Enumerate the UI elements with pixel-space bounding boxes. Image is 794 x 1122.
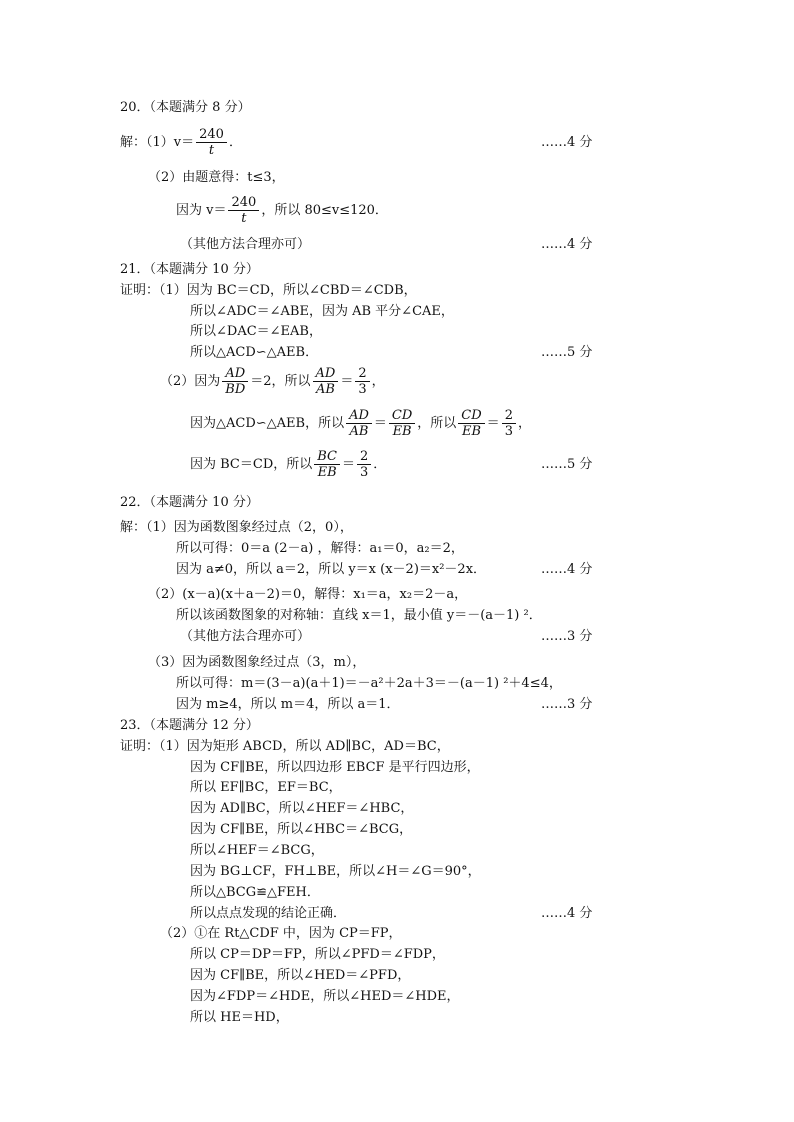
q21-p1-line4: 所以△ACD∽△AEB． <box>190 345 319 360</box>
q21-p2b-frac3-den: EB <box>461 424 481 439</box>
q21-p2b-frac1-num: AD <box>346 408 372 424</box>
q21-p2c-frac2 <box>357 449 371 480</box>
q22-p3-line1: （3）因为函数图象经过点（3，m）， <box>148 655 366 670</box>
q21-p2b-frac1-den: AB <box>349 424 369 439</box>
q20-header: 20．（本题满分 8 分） <box>120 100 251 115</box>
q23-p1-line1: 证明：（1）因为矩形 ABCD，所以 AD∥BC，AD＝BC， <box>120 739 450 754</box>
q21-p2b-prefix: 因为△ACD∽△AEB，所以 <box>190 416 345 431</box>
q21-p2-line2 <box>190 407 531 441</box>
q20-p2-fraction <box>228 195 259 226</box>
q22-p2-line1: （2）(x－a)(x＋a－2)＝0，解得：x₁＝a，x₂＝2－a， <box>148 587 468 602</box>
q20-p1-numerator: 240 <box>196 127 227 143</box>
q21-p2b-frac4 <box>502 408 516 439</box>
q20-note: （其他方法合理亦可） <box>180 237 311 252</box>
q21-p1-line3: 所以∠DAC＝∠EAB， <box>190 324 322 339</box>
q21-header: 21．（本题满分 10 分） <box>120 262 259 277</box>
q21-p2c-prefix: 因为 BC＝CD，所以 <box>190 457 313 472</box>
q21-p2b-mid: ，所以 <box>417 416 457 431</box>
q22-p3-line2: 所以可得：m＝(3－a)(a＋1)＝－a²＋2a＋3＝－(a－1) ²＋4≤4， <box>176 676 562 691</box>
q21-p2b-frac1 <box>346 408 372 439</box>
q20-p2-denominator: t <box>241 211 247 226</box>
q23-p1-line3: 所以 EF∥BC，EF＝BC， <box>190 780 342 795</box>
q23-p2-line1: （2）①在 Rt△CDF 中，因为 CP＝FP， <box>160 926 402 941</box>
q21-p2c-frac2-den: 3 <box>360 465 369 480</box>
q23-header: 23．（本题满分 12 分） <box>120 718 259 733</box>
q21-p2-line3 <box>190 448 386 482</box>
q23-p2-line2: 所以 CP＝DP＝FP，所以∠PFD＝∠FDP， <box>190 947 445 962</box>
q22-p2-note: （其他方法合理亦可） <box>180 629 311 644</box>
q21-p2-score: ……5 分 <box>541 457 593 472</box>
q21-p2c-frac2-num: 2 <box>357 449 371 465</box>
q23-p1-line7: 因为 BG⊥CF，FH⊥BE，所以∠H＝∠G＝90°， <box>190 864 481 879</box>
q20-p1-suffix: ． <box>228 135 242 150</box>
q21-p2c-frac1 <box>314 449 340 480</box>
q23-p1-line8: 所以△BCG≌△FEH． <box>190 885 320 900</box>
q20-p1-denominator: t <box>208 143 215 158</box>
q23-p1-line6: 所以∠HEF＝∠BCG， <box>190 843 324 858</box>
q22-p3-line3: 因为 m≥4，所以 m＝4，所以 a＝1． <box>176 697 400 712</box>
q22-p2-score: ……3 分 <box>541 629 593 644</box>
q22-p3-score: ……3 分 <box>541 697 593 712</box>
q23-p2-line4: 因为∠FDP＝∠HDE，所以∠HED＝∠HDE， <box>190 989 460 1004</box>
q21-p2a-frac2 <box>313 366 339 397</box>
q20-p1-prefix: 解：（1）v＝ <box>120 135 195 150</box>
q23-p1-line5: 因为 CF∥BE，所以∠HBC＝∠BCG， <box>190 822 413 837</box>
q21-p2a-frac3-num: 2 <box>355 366 369 382</box>
q21-p2a-frac1-den: BD <box>225 382 246 397</box>
q21-p2-line1 <box>160 365 385 399</box>
q22-p2-line2: 所以该函数图象的对称轴：直线 x＝1，最小值 y＝－(a－1) ²． <box>176 608 542 623</box>
q21-p1-line2: 所以∠ADC＝∠ABE，因为 AB 平分∠CAE， <box>190 304 454 319</box>
q21-p2a-frac3-den: 3 <box>358 382 367 397</box>
q23-p1-score: ……4 分 <box>541 906 593 921</box>
q20-p2-suffix: ，所以 80≤v≤120． <box>261 203 388 218</box>
q20-p2-score: ……4 分 <box>541 237 593 252</box>
q20-part2-line2 <box>176 194 388 228</box>
q20-part2-line1: （2）由题意得：t≤3， <box>148 170 285 185</box>
q21-p2b-frac3 <box>458 408 484 439</box>
q22-p1-line1: 解：（1）因为函数图象经过点（2，0）， <box>120 520 353 535</box>
q20-part1 <box>120 126 242 160</box>
q21-p1-score: ……5 分 <box>541 345 593 360</box>
q21-p2a-end: ， <box>371 374 385 389</box>
q21-p2a-eq: ＝ <box>340 374 354 389</box>
q21-p2b-frac4-num: 2 <box>502 408 516 424</box>
q21-p2a-frac1-num: AD <box>222 366 248 382</box>
q21-p2a-frac2-num: AD <box>313 366 339 382</box>
q21-p2b-frac3-num: CD <box>458 408 484 424</box>
q20-p2-numerator: 240 <box>228 195 259 211</box>
q21-p2b-eq2: ＝ <box>486 416 500 431</box>
q21-p2a-frac1 <box>222 366 248 397</box>
q21-p2c-frac1-num: BC <box>314 449 340 465</box>
q21-p2c-end: ． <box>373 457 387 472</box>
q21-p2b-frac2 <box>389 408 415 439</box>
q21-p2a-mid: ＝2，所以 <box>250 374 311 389</box>
q23-p1-line4: 因为 AD∥BC，所以∠HEF＝∠HBC， <box>190 801 414 816</box>
q23-p2-line5: 所以 HE＝HD， <box>190 1010 289 1025</box>
q21-p1-line1: 证明：（1）因为 BC＝CD，所以∠CBD＝∠CDB， <box>120 283 417 298</box>
q22-p1-line2: 所以可得：0＝a (2－a) ，解得：a₁＝0，a₂＝2， <box>176 541 464 556</box>
q20-p1-score: ……4 分 <box>541 135 593 150</box>
q21-p2b-end: ， <box>517 416 531 431</box>
q21-p2c-frac1-den: EB <box>317 465 337 480</box>
q21-p2c-eq: ＝ <box>342 457 356 472</box>
q21-p2a-prefix: （2）因为 <box>160 374 221 389</box>
q21-p2b-frac2-num: CD <box>389 408 415 424</box>
q22-header: 22．（本题满分 10 分） <box>120 495 259 510</box>
q20-p1-fraction <box>196 127 227 158</box>
q21-p2b-eq1: ＝ <box>373 416 387 431</box>
q23-p1-line2: 因为 CF∥BE，所以四边形 EBCF 是平行四边形， <box>190 760 480 775</box>
q21-p2a-frac2-den: AB <box>315 382 335 397</box>
q20-p2-prefix: 因为 v＝ <box>176 203 227 218</box>
q21-p2a-frac3 <box>355 366 369 397</box>
q21-p2b-frac2-den: EB <box>392 424 412 439</box>
q21-p2b-frac4-den: 3 <box>504 424 513 439</box>
q22-p1-line3: 因为 a≠0，所以 a＝2，所以 y＝x (x－2)＝x²－2x． <box>176 562 487 577</box>
q22-p1-score: ……4 分 <box>541 562 593 577</box>
q23-p1-line9: 所以点点发现的结论正确． <box>190 906 347 921</box>
q23-p2-line3: 因为 CF∥BE，所以∠HED＝∠PFD， <box>190 968 411 983</box>
